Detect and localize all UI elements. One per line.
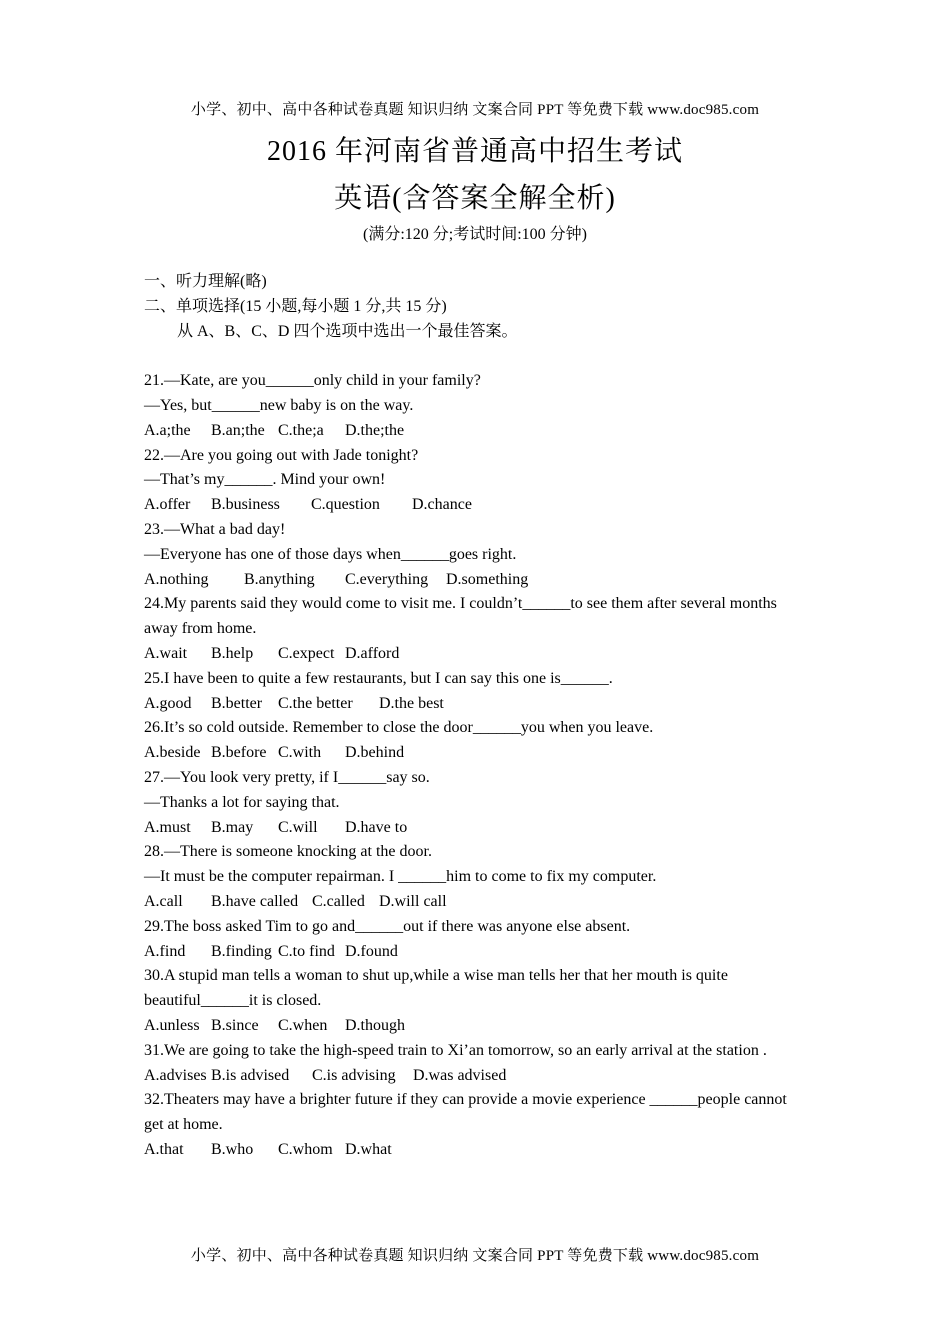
question-stem: 30.A stupid man tells a woman to shut up,while a wise man tells her that her mouth is quite beautiful______it is closed. [144, 967, 728, 1010]
answer-option[interactable]: A.wait [144, 644, 188, 662]
answer-option[interactable]: B.may [211, 818, 254, 836]
answer-option[interactable]: D.something [446, 570, 529, 588]
answer-option[interactable]: A.unless [144, 1016, 200, 1034]
question-item [144, 766, 804, 840]
answer-option[interactable]: D.though [345, 1016, 405, 1034]
question-item [144, 518, 804, 592]
answer-option[interactable]: C.when [278, 1016, 328, 1034]
question-item [144, 716, 804, 766]
question-stem: 22.—Are you going out with Jade tonight? [144, 446, 419, 464]
answer-options [144, 692, 804, 717]
answer-option[interactable]: D.was advised [413, 1066, 507, 1084]
answer-options [144, 642, 804, 667]
answer-option[interactable]: C.to find [278, 942, 335, 960]
answer-option[interactable]: C.the;a [278, 421, 324, 439]
answer-option[interactable]: D.afford [345, 644, 400, 662]
answer-option[interactable]: B.business [211, 496, 280, 514]
answer-option[interactable]: A.call [144, 892, 183, 910]
answer-option[interactable]: A.a;the [144, 421, 191, 439]
answer-option[interactable]: A.must [144, 818, 191, 836]
answer-option[interactable]: B.better [211, 694, 263, 712]
answer-option[interactable]: C.expect [278, 644, 335, 662]
question-stem: 31.We are going to take the high-speed train to Xi’an tomorrow, so an early arrival at the station . [144, 1041, 767, 1059]
question-item [144, 964, 804, 1038]
score-info: (满分:120 分;考试时间:100 分钟) [363, 226, 587, 243]
question-reply: —That’s my______. Mind your own! [144, 471, 386, 489]
question-item [144, 592, 804, 666]
answer-option[interactable]: A.beside [144, 744, 201, 762]
question-stem: 32.Theaters may have a brighter future if they can provide a movie experience ______people cannot get at home. [144, 1091, 787, 1134]
answer-option[interactable]: C.with [278, 744, 322, 762]
question-item [144, 667, 804, 717]
answer-option[interactable]: C.will [278, 818, 318, 836]
answer-option[interactable]: B.is advised [211, 1066, 290, 1084]
answer-option[interactable]: D.the;the [345, 421, 405, 439]
answer-option[interactable]: D.chance [412, 496, 472, 514]
answer-option[interactable]: B.since [211, 1016, 259, 1034]
exam-title: 2016 年河南省普通高中招生考试 [266, 136, 683, 167]
page-footer: 小学、初中、高中各种试卷真题 知识归纳 文案合同 PPT 等免费下载 www.doc985.com [190, 1248, 760, 1264]
question-stem: 25.I have been to quite a few restaurants, but I can say this one is______. [144, 669, 613, 687]
answer-options [144, 493, 804, 518]
answer-option[interactable]: C.whom [278, 1140, 333, 1158]
section-instruction: 从 A、B、C、D 四个选项中选出一个最佳答案。 [177, 322, 518, 340]
answer-option[interactable]: D.have to [345, 818, 408, 836]
answer-option[interactable]: C.is advising [312, 1066, 396, 1084]
question-list [144, 369, 804, 1163]
question-item [144, 369, 804, 443]
answer-option[interactable]: A.advises [144, 1066, 207, 1084]
question-item [144, 1039, 804, 1089]
question-stem: 21.—Kate, are you______only child in your family? [144, 372, 481, 390]
page-header: 小学、初中、高中各种试卷真题 知识归纳 文案合同 PPT 等免费下载 www.doc985.com [190, 102, 760, 118]
answer-option[interactable]: A.find [144, 942, 186, 960]
question-stem: 27.—You look very pretty, if I______say so. [144, 768, 430, 786]
answer-options [144, 1014, 804, 1039]
answer-options [144, 940, 804, 965]
answer-option[interactable]: B.an;the [211, 421, 265, 439]
answer-options [144, 816, 804, 841]
answer-option[interactable]: A.nothing [144, 570, 209, 588]
answer-option[interactable]: D.what [345, 1140, 392, 1158]
answer-options [144, 741, 804, 766]
section-listening: 一、听力理解(略) [144, 273, 267, 290]
question-stem: 23.—What a bad day! [144, 520, 286, 538]
section-choice: 二、单项选择(15 小题,每小题 1 分,共 15 分) [144, 297, 447, 315]
answer-option[interactable]: B.before [211, 744, 267, 762]
answer-option[interactable]: A.that [144, 1140, 184, 1158]
answer-option[interactable]: B.help [211, 644, 254, 662]
answer-option[interactable]: B.anything [244, 570, 315, 588]
answer-option[interactable]: A.good [144, 694, 192, 712]
question-item [144, 444, 804, 518]
answer-options [144, 419, 804, 444]
answer-options [144, 890, 804, 915]
question-stem: 28.—There is someone knocking at the door. [144, 843, 432, 861]
question-item [144, 1088, 804, 1162]
answer-option[interactable]: D.will call [379, 892, 447, 910]
question-reply: —Thanks a lot for saying that. [144, 793, 340, 811]
answer-option[interactable]: B.who [211, 1140, 254, 1158]
question-reply: —Yes, but______new baby is on the way. [144, 396, 414, 414]
answer-options [144, 1064, 804, 1089]
answer-options [144, 1138, 804, 1163]
question-reply: —It must be the computer repairman. I ______him to come to fix my computer. [144, 868, 657, 886]
question-reply: —Everyone has one of those days when______goes right. [144, 545, 517, 563]
answer-option[interactable]: B.have called [211, 892, 299, 910]
answer-option[interactable]: C.question [311, 496, 380, 514]
question-item [144, 840, 804, 914]
exam-content [144, 270, 804, 1163]
answer-option[interactable]: A.offer [144, 496, 191, 514]
answer-option[interactable]: D.the best [379, 694, 444, 712]
exam-subtitle: 英语(含答案全解全析) [334, 183, 616, 214]
question-stem: 24.My parents said they would come to visit me. I couldn’t______to see them after several months away from home. [144, 595, 777, 638]
answer-option[interactable]: C.called [312, 892, 365, 910]
spacer [144, 344, 804, 369]
answer-option[interactable]: D.behind [345, 744, 405, 762]
answer-options [144, 568, 804, 593]
answer-option[interactable]: C.the better [278, 694, 353, 712]
answer-option[interactable]: B.finding [211, 942, 272, 960]
question-stem: 26.It’s so cold outside. Remember to close the door______you when you leave. [144, 719, 654, 737]
answer-option[interactable]: C.everything [345, 570, 429, 588]
answer-option[interactable]: D.found [345, 942, 398, 960]
question-stem: 29.The boss asked Tim to go and______out if there was anyone else absent. [144, 917, 631, 935]
question-item [144, 915, 804, 965]
